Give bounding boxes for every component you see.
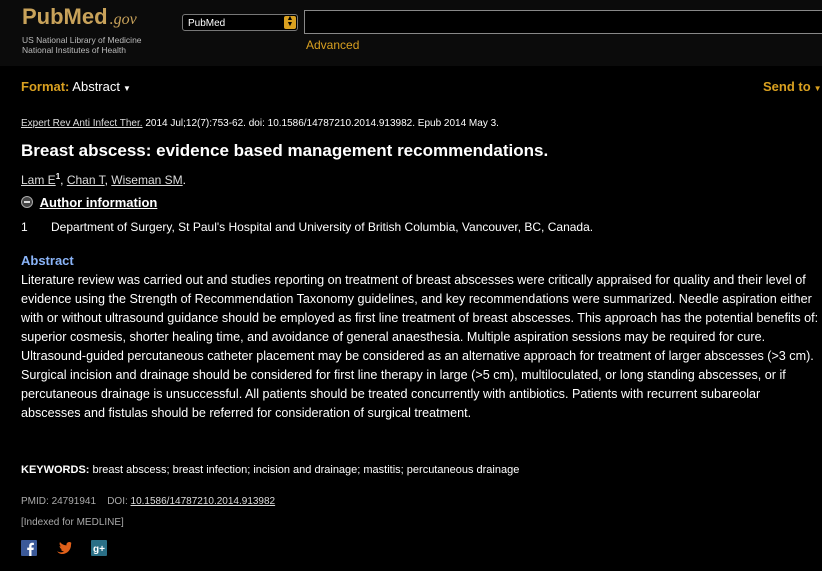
author-affil-sup: 1 (55, 172, 61, 181)
search-input[interactable] (304, 10, 822, 34)
select-arrows-icon: ▲ ▼ (284, 16, 296, 29)
citation-details: 2014 Jul;12(7):753-62. doi: 10.1586/14787210.2014.913982. Epub 2014 May 3. (145, 118, 499, 129)
collapse-minus-icon (21, 196, 33, 208)
header-bar (0, 0, 822, 66)
google-plus-icon[interactable] (91, 540, 107, 556)
caret-down-icon: ▼ (122, 84, 131, 93)
author-information-toggle[interactable] (21, 195, 157, 210)
pmid-label: PMID: (21, 496, 49, 507)
keywords-list: breast abscess; breast infection; incision and drainage; mastitis; percutaneous drainage (92, 464, 520, 476)
pubmed-logo[interactable] (22, 4, 172, 56)
author-list: Lam $E^1$, Chan T, Wiseman SM. (21, 172, 186, 187)
keywords (21, 464, 519, 476)
send-to-button[interactable] (763, 79, 822, 94)
pmid-value: 24791941 (51, 496, 97, 507)
send-to-label: Send to (763, 79, 811, 94)
advanced-search-link[interactable]: Advanced (306, 38, 360, 52)
affiliation (21, 220, 593, 234)
author-link[interactable]: Lam E (21, 173, 56, 187)
identifiers (21, 496, 275, 507)
format-label: Format: (21, 79, 70, 94)
abstract-text: Literature review was carried out and studies reporting on treatment of breast abscesses were critically appraised for quality and their level of evidence using the Strength of Recommendation Taxonomy guidelines, and key recommendations were summarized. Needle aspiration either with or without ultrasound guidance should be employed as first line treatment of breast abscesses. This approach has the potential benefits of: superior cosmesis, shorter healing time, and avoidance of general anaesthesia. Multiple aspiration sessions may be required for cure. Ultrasound-guided percutaneous catheter placement may be considered as an alternative approach for treatment of larger abscesses (>3 cm). Surgical incision and drainage should be considered for first line therapy in large (>5 cm), multiloculated, or long standing abscesses, or if percutaneous drainage is unsuccessful. All patients should be treated concurrently with antibiotics. Patients with recurrent subareolar abscesses and fistulas should be referred for consideration of surgical treatment. (21, 273, 819, 420)
journal-link[interactable]: Expert Rev Anti Infect Ther. (21, 118, 143, 129)
keywords-label: KEYWORDS: (21, 464, 90, 476)
affiliation-text: Department of Surgery, St Paul's Hospital and University of British Columbia, Vancouver, BC, Canada. (51, 220, 594, 234)
logo-wordmark: PubMed .gov (22, 4, 137, 29)
author-link[interactable]: Chan T (66, 173, 105, 187)
affiliation-number: 1 (21, 220, 28, 234)
indexed-medline: [Indexed for MEDLINE] (21, 517, 124, 528)
svg-text:g+: g+ (93, 544, 105, 555)
article-title: Breast abscess: evidence based management recommendations. (21, 141, 549, 160)
twitter-icon[interactable] (56, 540, 72, 556)
citation-line (21, 118, 499, 129)
author-information-label: Author information (39, 195, 158, 210)
format-value: Abstract (72, 79, 120, 94)
database-select[interactable] (182, 14, 298, 31)
author-link[interactable]: Wiseman SM (111, 173, 183, 187)
abstract-heading: Abstract (21, 253, 74, 268)
logo-subtitle: US National Library of Medicine National Institutes of Health (22, 35, 142, 55)
database-select-value: PubMed (188, 18, 226, 29)
format-selector[interactable] (21, 79, 131, 94)
doi-label: DOI: (107, 496, 128, 507)
doi-link[interactable]: 10.1586/14787210.2014.913982 (130, 496, 276, 507)
facebook-icon[interactable] (21, 540, 37, 556)
caret-down-icon: ▼ (813, 84, 822, 93)
